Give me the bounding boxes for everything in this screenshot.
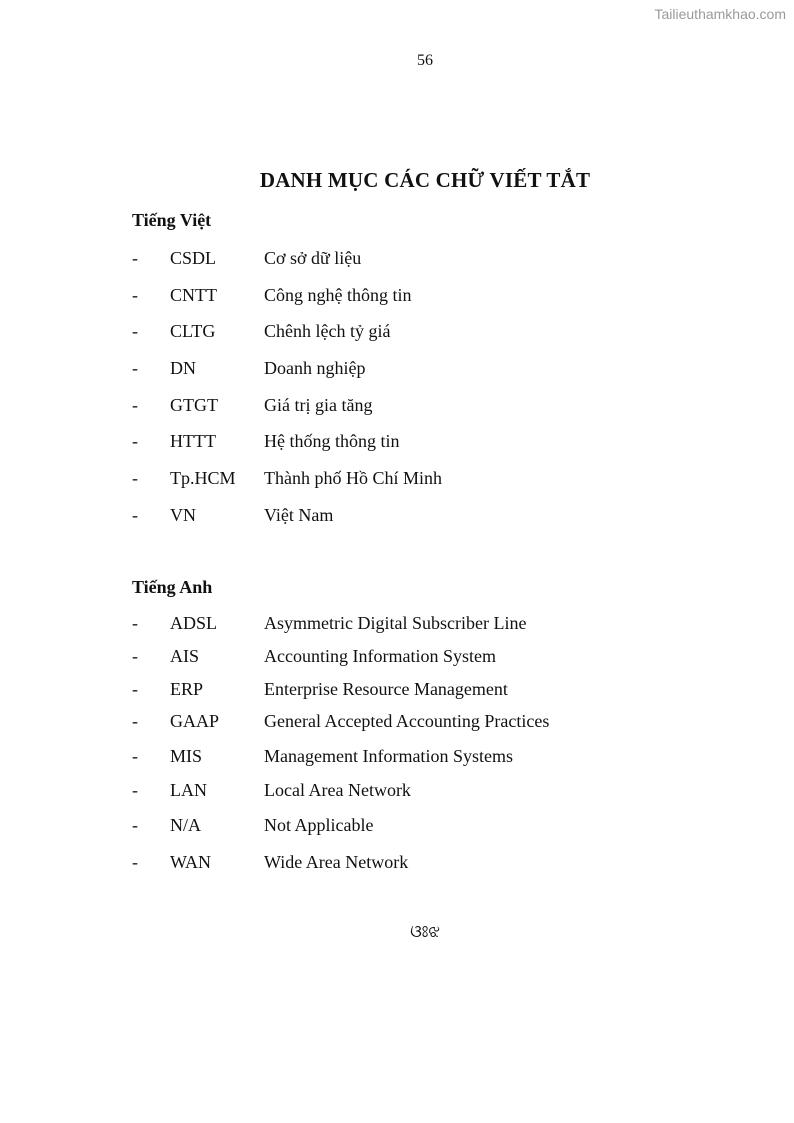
abbreviation-term: CLTG: [170, 321, 216, 341]
list-bullet: -: [132, 248, 138, 268]
abbreviation-term: CSDL: [170, 248, 217, 268]
abbreviation-term: VN: [170, 505, 196, 525]
abbreviation-term: N/A: [170, 815, 201, 835]
list-bullet: -: [132, 613, 138, 633]
abbreviation-meaning: Accounting Information System: [264, 646, 496, 666]
section-heading-english: Tiếng Anh: [132, 577, 213, 597]
list-bullet: -: [132, 321, 138, 341]
abbreviation-term: WAN: [170, 852, 211, 872]
abbreviation-term: DN: [170, 358, 196, 378]
abbreviation-meaning: Doanh nghiệp: [264, 358, 366, 378]
abbreviation-meaning: Not Applicable: [264, 815, 374, 835]
list-bullet: -: [132, 746, 138, 766]
list-bullet: -: [132, 468, 138, 488]
abbreviation-meaning: Wide Area Network: [264, 852, 409, 872]
watermark-text: Tailieuthamkhao.com: [654, 6, 786, 22]
list-bullet: -: [132, 815, 138, 835]
abbreviation-term: GAAP: [170, 711, 220, 731]
list-bullet: -: [132, 285, 138, 305]
abbreviation-meaning: Chênh lệch tỷ giá: [264, 321, 391, 341]
section-heading-vietnamese: Tiếng Việt: [132, 210, 212, 230]
abbreviation-meaning: Local Area Network: [264, 780, 411, 800]
list-bullet: -: [132, 780, 138, 800]
abbreviation-meaning: Thành phố Hồ Chí Minh: [264, 468, 442, 488]
page-number: 56: [417, 52, 433, 69]
list-bullet: -: [132, 679, 138, 699]
list-bullet: -: [132, 431, 138, 451]
abbreviation-meaning: Hệ thống thông tin: [264, 431, 400, 451]
abbreviation-meaning: Cơ sở dữ liệu: [264, 248, 362, 268]
page-title: DANH MỤC CÁC CHỮ VIẾT TẮT: [259, 168, 591, 192]
abbreviation-term: CNTT: [170, 285, 217, 305]
abbreviation-term: Tp.HCM: [170, 468, 236, 488]
abbreviation-term: LAN: [170, 780, 207, 800]
list-bullet: -: [132, 852, 138, 872]
list-bullet: -: [132, 395, 138, 415]
list-bullet: -: [132, 711, 138, 731]
abbreviation-meaning: Management Information Systems: [264, 746, 513, 766]
abbreviation-meaning: Giá trị gia tăng: [264, 395, 373, 415]
list-bullet: -: [132, 646, 138, 666]
abbreviation-meaning: Công nghệ thông tin: [264, 285, 412, 305]
abbreviation-meaning: Enterprise Resource Management: [264, 679, 508, 699]
abbreviation-meaning: Asymmetric Digital Subscriber Line: [264, 613, 527, 633]
list-bullet: -: [132, 358, 138, 378]
ornament-divider: ଓଃଝ: [410, 922, 440, 941]
abbreviation-term: GTGT: [170, 395, 218, 415]
abbreviation-meaning: General Accepted Accounting Practices: [264, 711, 550, 731]
abbreviation-term: AIS: [170, 646, 200, 666]
abbreviation-meaning: Việt Nam: [264, 505, 334, 525]
abbreviation-term: ADSL: [170, 613, 218, 633]
list-bullet: -: [132, 505, 138, 525]
abbreviation-term: MIS: [170, 746, 203, 766]
abbreviation-term: ERP: [170, 679, 204, 699]
abbreviation-term: HTTT: [170, 431, 216, 451]
